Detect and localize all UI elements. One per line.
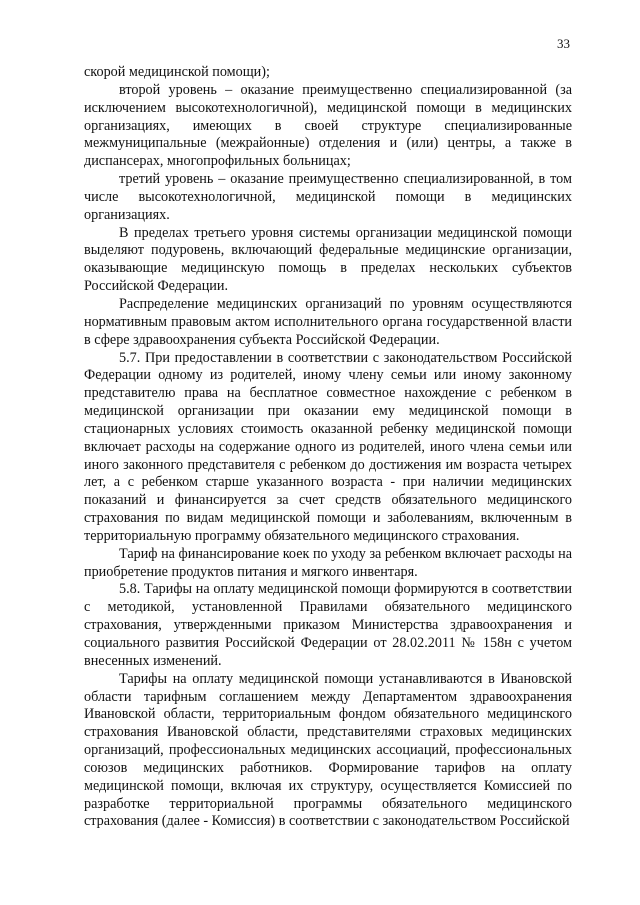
paragraph: Тариф на финансирование коек по уходу за ребенком включает расходы на приобретение продуктов питания и мягкого инвентаря. [84, 545, 572, 580]
body-text [84, 64, 572, 831]
paragraph: Распределение медицинских организаций по уровням осуществляются нормативным правовым актом исполнительного органа государственной власти в сфере здравоохранения субъекта Российской Федерации. [84, 295, 572, 348]
paragraph: второй уровень – оказание преимущественно специализированной (за исключением высокотехнологичной), медицинской помощи в медицинских организациях, имеющих в своей структуре специализированные межмуниципальные (межрайонные) отделения и (или) центры, а также в диспансерах, многопрофильных больницах; [84, 81, 572, 170]
paragraph: третий уровень – оказание преимущественно специализированной, в том числе высокотехнологичной, медицинской помощи в медицинских организациях. [84, 171, 572, 223]
page-number: 33 [557, 36, 570, 51]
paragraph: 5.7. При предоставлении в соответствии с законодательством Российской Федерации одному из родителей, иному члену семьи или иному законному представителю права на бесплатное совместное нахождение с ребенком в медицинской организации при оказании ему медицинской помощи в стационарных условиях стоимость оказанной ребенку медицинской помощи включает расходы на содержание одного из родителей, иного члена семьи или иного законного представителя с ребенком до достижения им возраста четырех лет, а с ребенком старше указанного возраста - при наличии медицинских показаний и финансируется за счет средств обязательного медицинского страхования по видам медицинской помощи и заболеваниям, включенным в территориальную программу обязательного медицинского страхования. [84, 349, 572, 544]
paragraph: В пределах третьего уровня системы организации медицинской помощи выделяют подуровень, включающий федеральные медицинские организации, оказывающие медицинскую помощь в пределах нескольких субъектов Российской Федерации. [84, 224, 572, 295]
paragraph: скорой медицинской помощи); [84, 64, 270, 80]
paragraph: Тарифы на оплату медицинской помощи устанавливаются в Ивановской области тарифным соглашением между Департаментом здравоохранения Ивановской области, территориальным фондом обязательного медицинского страхования Ивановской области, представителями страховых медицинских организаций, профессиональных медицинских ассоциаций, профессиональных союзов медицинских работников. Формирование тарифов на оплату медицинской помощи, включая их структуру, осуществляется Комиссией по разработке территориальной программы обязательного медицинского страхования (далее - Комиссия) в соответствии с законодательством Российской [84, 670, 572, 830]
paragraph: 5.8. Тарифы на оплату медицинской помощи формируются в соответствии с методикой, установленной Правилами обязательного медицинского страхования, утвержденными приказом Министерства здравоохранения и социального развития Российской Федерации от 28.02.2011 № 158н с учетом внесенных изменений. [84, 581, 572, 669]
